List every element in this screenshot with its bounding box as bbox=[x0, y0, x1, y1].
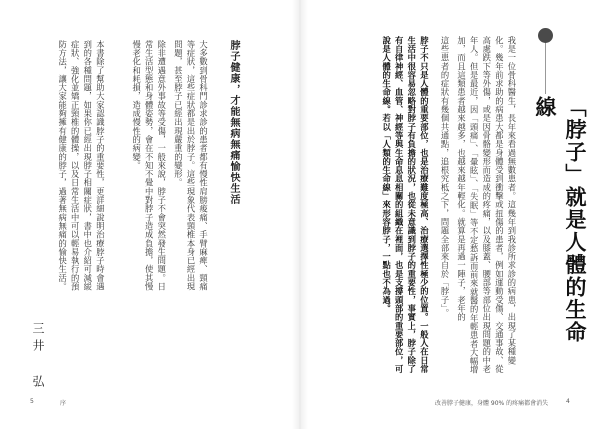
paragraph: 本書除了幫助大家認識脖子的重要性，更詳細說明治療脖子時會遇到的各種問題，如果你已經出現脖子相關症狀，書中也介紹可減緩症狀、強化並矯正頸椎的體操，以及日常生活中可以輕易執行的預防方法，讓大家能夠擁有健康的脖子，過著無病無痛的愉快生活。 bbox=[57, 40, 106, 291]
right-page-number: 4 bbox=[566, 398, 570, 405]
left-body-text-1 bbox=[122, 40, 210, 295]
paragraph-emphasis: 脖子不只是人體的重要部位，也是治療難度極高、治療選擇性極少的位置。一般人在日常生活中很容易忽略對脖子有負擔的狀況，也從未意識到脖子的重要性，事實上，脖子除了有自律神經、血管、神經等與生命息息相關的組織在裡面，也是支撐頭部的重要部位，可說是人體的生命線。若以「人類的生命線」來形容脖子，一點也不為過。 bbox=[381, 36, 430, 374]
paragraph: 這些患者的症狀有幾個共通點，追根究柢之下，問題全部來自於「脖子」。 bbox=[439, 36, 450, 318]
section-subtitle: 脖子健康，才能無病無痛愉快生活 bbox=[228, 40, 239, 205]
chapter-title: 「脖子」就是人體的生命線 bbox=[530, 94, 590, 358]
author-signature: 三井 弘 bbox=[31, 322, 45, 392]
paragraph: 我是一位骨科醫生，長年來看過無數患者。這幾年到我診所求診的病患，出現了某種變化。幾年前求助的病患大都是身體受到衝擊或扭傷的患者，例如運動受傷、交通事故、從高處跌下等外傷，或是因骨骼變形而造成的疼痛，以及膝蓋、腰部等部位出現問題的中老年人。但是最近，因「頭痛」、「暈眩」、「失眠」等不定愁訴而前來就醫的年輕患者大幅增加，而且這類患者越來越多，也越來越年輕化。就算是再過一陣子，老年的 bbox=[456, 36, 517, 375]
chapter-title-block bbox=[526, 28, 587, 358]
paragraph: 大多數到骨科門診求診的患者都有慢性肩膀痠痛、手臂麻痺、頸痛等症狀，這些症狀都是出於脖子。這些現象代表頸椎本身已經出現問題，甚至脖子已經出現嚴重的變形。 bbox=[173, 40, 209, 291]
left-page-number: 5 bbox=[30, 398, 34, 405]
right-running-head: 改善脖子健康，身體 90% 的疼痛都會消失 bbox=[435, 400, 549, 407]
title-bullet-icon bbox=[538, 28, 553, 43]
left-running-head: 序 bbox=[60, 400, 67, 407]
left-body-text-2 bbox=[52, 40, 106, 295]
paragraph: 除非遭遇意外事故等受傷，一般來說，脖子不會突然發生問題。日常生活型態和身體姿勢，會在不知不覺中對脖子造成負擔，使其慢慢老化和耗損，造成慢性的病變。 bbox=[131, 40, 167, 291]
page-gutter bbox=[292, 0, 308, 429]
right-body-text bbox=[372, 36, 518, 381]
